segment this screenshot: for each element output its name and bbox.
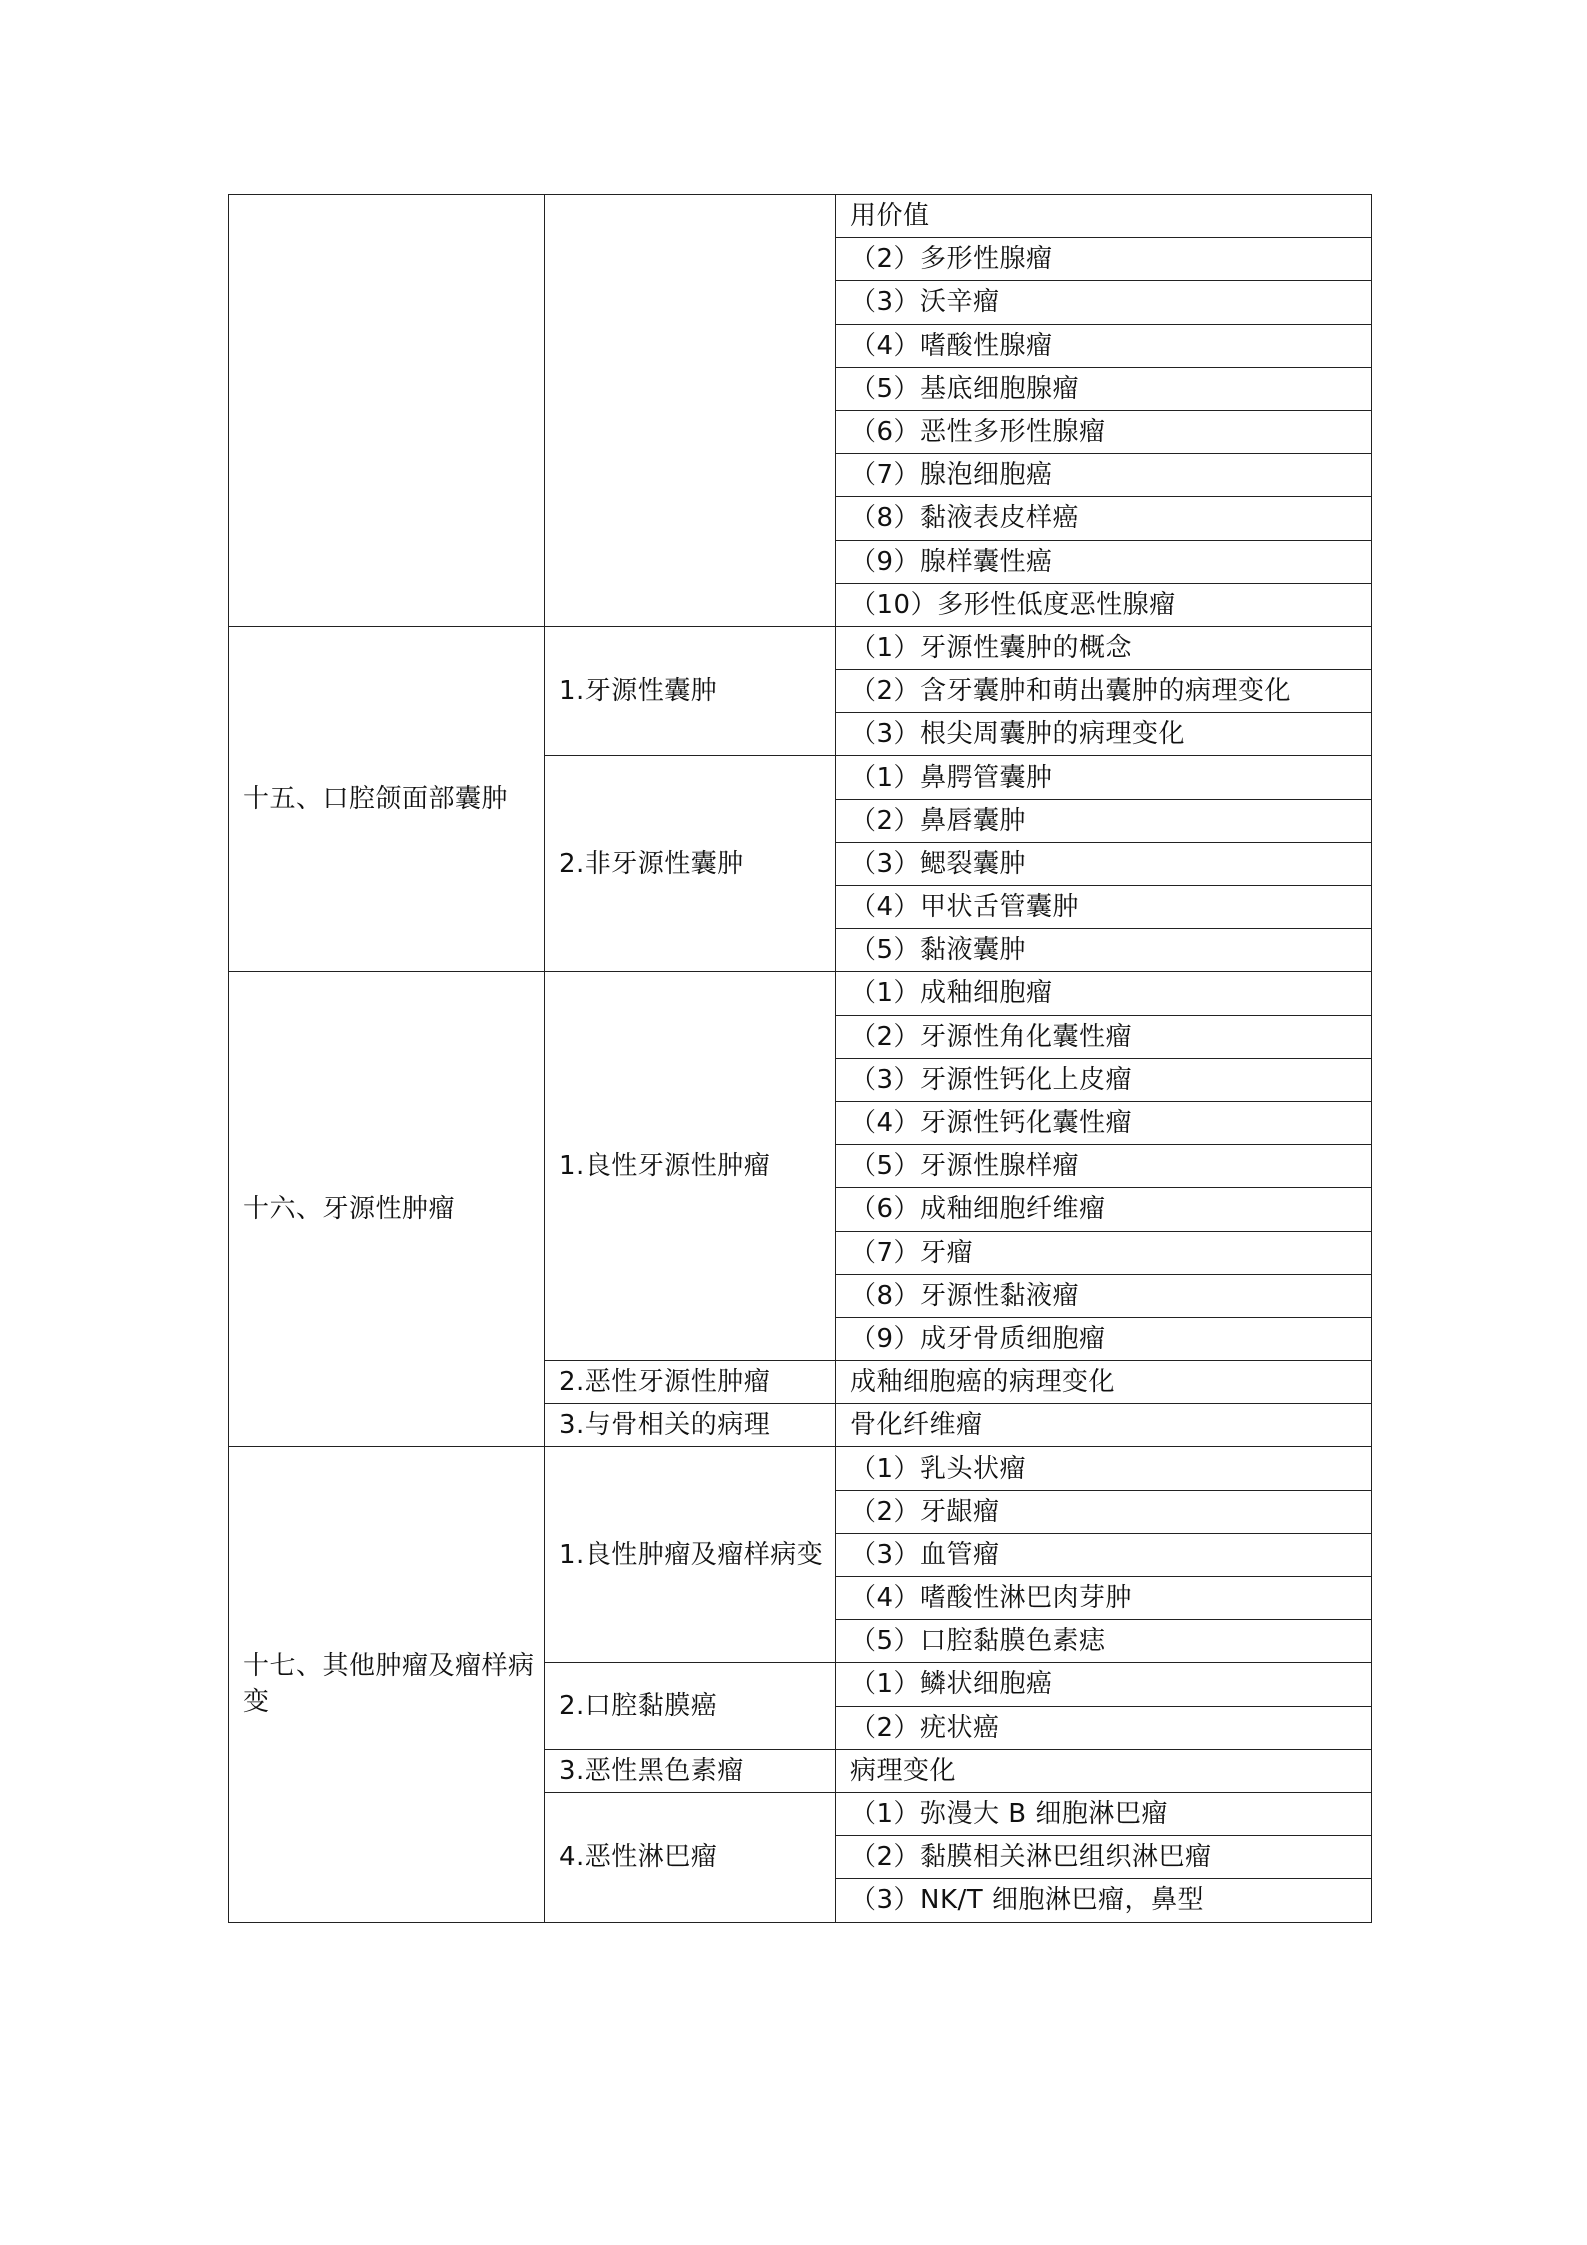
item-cell: （3）鳃裂囊肿 [836, 842, 1372, 885]
item-cell: （3）牙源性钙化上皮瘤 [836, 1058, 1372, 1101]
item-cell: （2）含牙囊肿和萌出囊肿的病理变化 [836, 670, 1372, 713]
item-cell: （9）成牙骨质细胞瘤 [836, 1317, 1372, 1360]
table-row [229, 626, 1372, 669]
item-cell: （7）腺泡细胞癌 [836, 454, 1372, 497]
item-cell: （1）牙源性囊肿的概念 [836, 626, 1372, 669]
item-cell: （4）嗜酸性腺瘤 [836, 324, 1372, 367]
item-cell: （1）鼻腭管囊肿 [836, 756, 1372, 799]
chapter-cell: 十五、口腔颌面部囊肿 [229, 626, 545, 972]
unit-cell: 4.恶性淋巴瘤 [545, 1792, 836, 1922]
item-cell: （3）沃辛瘤 [836, 281, 1372, 324]
item-cell: （2）多形性腺瘤 [836, 238, 1372, 281]
item-cell: （10）多形性低度恶性腺瘤 [836, 583, 1372, 626]
item-cell: （6）成釉细胞纤维瘤 [836, 1188, 1372, 1231]
unit-cell: 1.良性肿瘤及瘤样病变 [545, 1447, 836, 1663]
unit-cell: 3.与骨相关的病理 [545, 1404, 836, 1447]
unit-cell: 3.恶性黑色素瘤 [545, 1749, 836, 1792]
item-cell: （5）口腔黏膜色素痣 [836, 1620, 1372, 1663]
unit-cell: 1.牙源性囊肿 [545, 626, 836, 756]
item-cell: （5）基底细胞腺瘤 [836, 367, 1372, 410]
item-cell: （3）NK/T 细胞淋巴瘤，鼻型 [836, 1879, 1372, 1922]
table-row [229, 195, 1372, 238]
chapter-cell: 十七、其他肿瘤及瘤样病变 [229, 1447, 545, 1922]
item-cell: 用价值 [836, 195, 1372, 238]
item-cell: （5）黏液囊肿 [836, 929, 1372, 972]
item-cell: （1）成釉细胞瘤 [836, 972, 1372, 1015]
item-cell: （2）鼻唇囊肿 [836, 799, 1372, 842]
item-cell: （2）黏膜相关淋巴组织淋巴瘤 [836, 1836, 1372, 1879]
item-cell: 病理变化 [836, 1749, 1372, 1792]
chapter-cell: 十六、牙源性肿瘤 [229, 972, 545, 1447]
outline-table [228, 194, 1372, 1923]
unit-cell: 2.恶性牙源性肿瘤 [545, 1361, 836, 1404]
item-cell: （9）腺样囊性癌 [836, 540, 1372, 583]
table-row [229, 972, 1372, 1015]
item-cell: （3）血管瘤 [836, 1533, 1372, 1576]
item-cell: （2）牙源性角化囊性瘤 [836, 1015, 1372, 1058]
item-cell: （1）乳头状瘤 [836, 1447, 1372, 1490]
item-cell: （8）黏液表皮样癌 [836, 497, 1372, 540]
unit-cell: 2.口腔黏膜癌 [545, 1663, 836, 1749]
chapter-cell [229, 195, 545, 627]
item-cell: 成釉细胞癌的病理变化 [836, 1361, 1372, 1404]
item-cell: （4）甲状舌管囊肿 [836, 886, 1372, 929]
unit-cell: 2.非牙源性囊肿 [545, 756, 836, 972]
table-row [229, 1447, 1372, 1490]
item-cell: （7）牙瘤 [836, 1231, 1372, 1274]
item-cell: （4）嗜酸性淋巴肉芽肿 [836, 1577, 1372, 1620]
item-cell: （2）牙龈瘤 [836, 1490, 1372, 1533]
item-cell: （3）根尖周囊肿的病理变化 [836, 713, 1372, 756]
item-cell: （2）疣状癌 [836, 1706, 1372, 1749]
item-cell: （5）牙源性腺样瘤 [836, 1145, 1372, 1188]
item-cell: 骨化纤维瘤 [836, 1404, 1372, 1447]
table-body [229, 195, 1372, 1923]
item-cell: （4）牙源性钙化囊性瘤 [836, 1101, 1372, 1144]
item-cell: （8）牙源性黏液瘤 [836, 1274, 1372, 1317]
item-cell: （6）恶性多形性腺瘤 [836, 410, 1372, 453]
item-cell: （1）鳞状细胞癌 [836, 1663, 1372, 1706]
item-cell: （1）弥漫大 B 细胞淋巴瘤 [836, 1792, 1372, 1835]
unit-cell [545, 195, 836, 627]
unit-cell: 1.良性牙源性肿瘤 [545, 972, 836, 1361]
